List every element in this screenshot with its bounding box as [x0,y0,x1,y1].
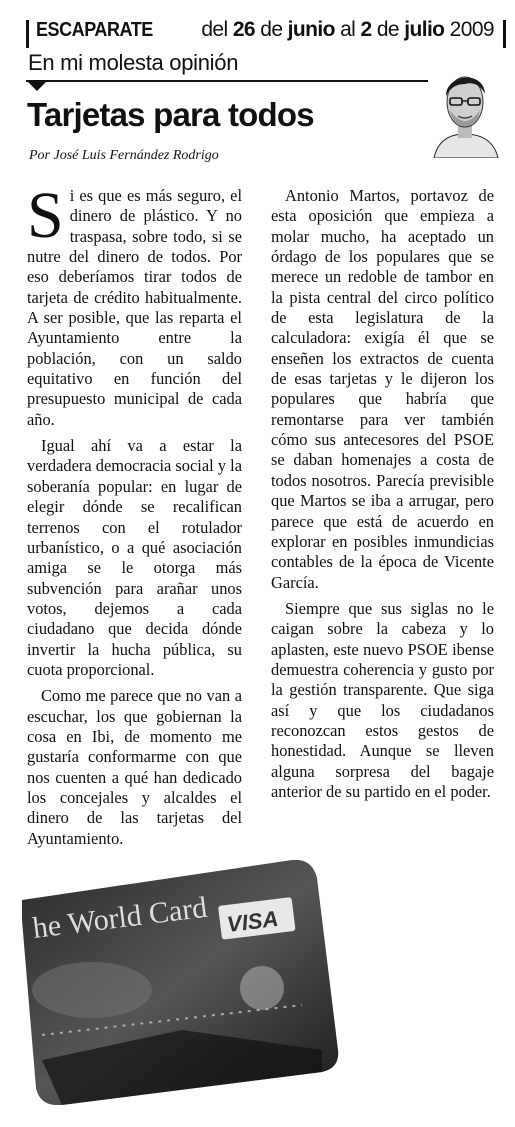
card-text: he World Card [30,890,209,945]
paragraph-2: Igual ahí va a estar la verdadera democracia social y la soberanía popular: en lugar de elegir dónde se recalifican terrenos con el rotulador urbanístico, o a qué asociación amiga se le otorga más subvención para arañar unos votos, dejemos a cada ciudadano que decida dónde invertir la hucha pública, su cuota proporcional. [27,436,242,679]
article-title: Tarjetas para todos [27,96,314,133]
paragraph-1 [27,179,242,430]
paragraph-4: Antonio Martos, portavoz de esta oposición que empieza a molar mucho, ha aceptado un órdago de los populares que se merece un redoble de tambor en la pista central del circo político de esta legislatura de la calculadora: exigía él que se enseñen los extractos de cuenta de esas tarjetas y le dijeron los populares que habría que remontarse para ver también cómo sus antecesores del PSOE se daban homenajes a costa de todos nosotros. Parecía previsible que Martos se iba a arrugar, pero parece que está de acuerdo en explorar en posibles inmundicias contables de la época de Vicente García. [271,186,494,592]
date-year: 2009 [449,18,494,41]
date-day-end: 2 [360,18,372,41]
card-brand: VISA [225,905,280,937]
masthead-right-bar [503,20,506,48]
paragraph-3: Como me parece que no van a escuchar, los que gobiernan la cosa en Ibi, de momento me gustaría conformarme con que nos cuenten a qué han dedicado los concejales y alcaldes el dinero de las tarjetas del Ayuntamiento. [27,686,242,848]
date-de-2: de [376,18,399,41]
date-de-1: de [260,18,283,41]
paragraph-5: Siempre que sus siglas no le caigan sobre la cabeza y lo aplasten, este nuevo PSOE ibense demuestra coherencia y gusto por la gestión transparente. Que siga así y que los ciudadanos reconozcan estos gestos de honestidad. Aunque se lleven alguna sorpresa del bagaje anterior de su partido en el poder. [271,598,494,801]
date-month-start: junio [287,18,335,41]
section-rule [26,80,431,82]
paragraph-1-text: i es que es más seguro, el dinero de plástico. Y no traspasa, sobre todo, si se nutre del dinero de todos. Por eso deberíamos tirar todos de tarjeta de crédito habitualmente. A ser posible, que las reparta el Ayuntamiento entre la población, con un saldo equitativo en función del presupuesto municipal de cada año. [27,186,242,429]
article-column-2 [271,186,494,802]
article-column-1 [27,179,242,849]
masthead-left-bar [26,20,29,48]
triangle-marker-icon [28,82,46,91]
byline: Por José Luis Fernández Rodrigo [29,148,219,163]
date-month-end: julio [404,18,445,41]
section-name: ESCAPARATE [36,19,153,41]
column-name: En mi molesta opinión [28,50,239,75]
author-photo [428,54,502,158]
drop-cap: S [27,179,64,252]
credit-card-photo [22,860,340,1105]
issue-date [201,18,494,42]
masthead [26,16,500,50]
date-day-start: 26 [232,18,255,41]
date-prefix: del [201,18,228,41]
date-al: al [340,18,356,41]
